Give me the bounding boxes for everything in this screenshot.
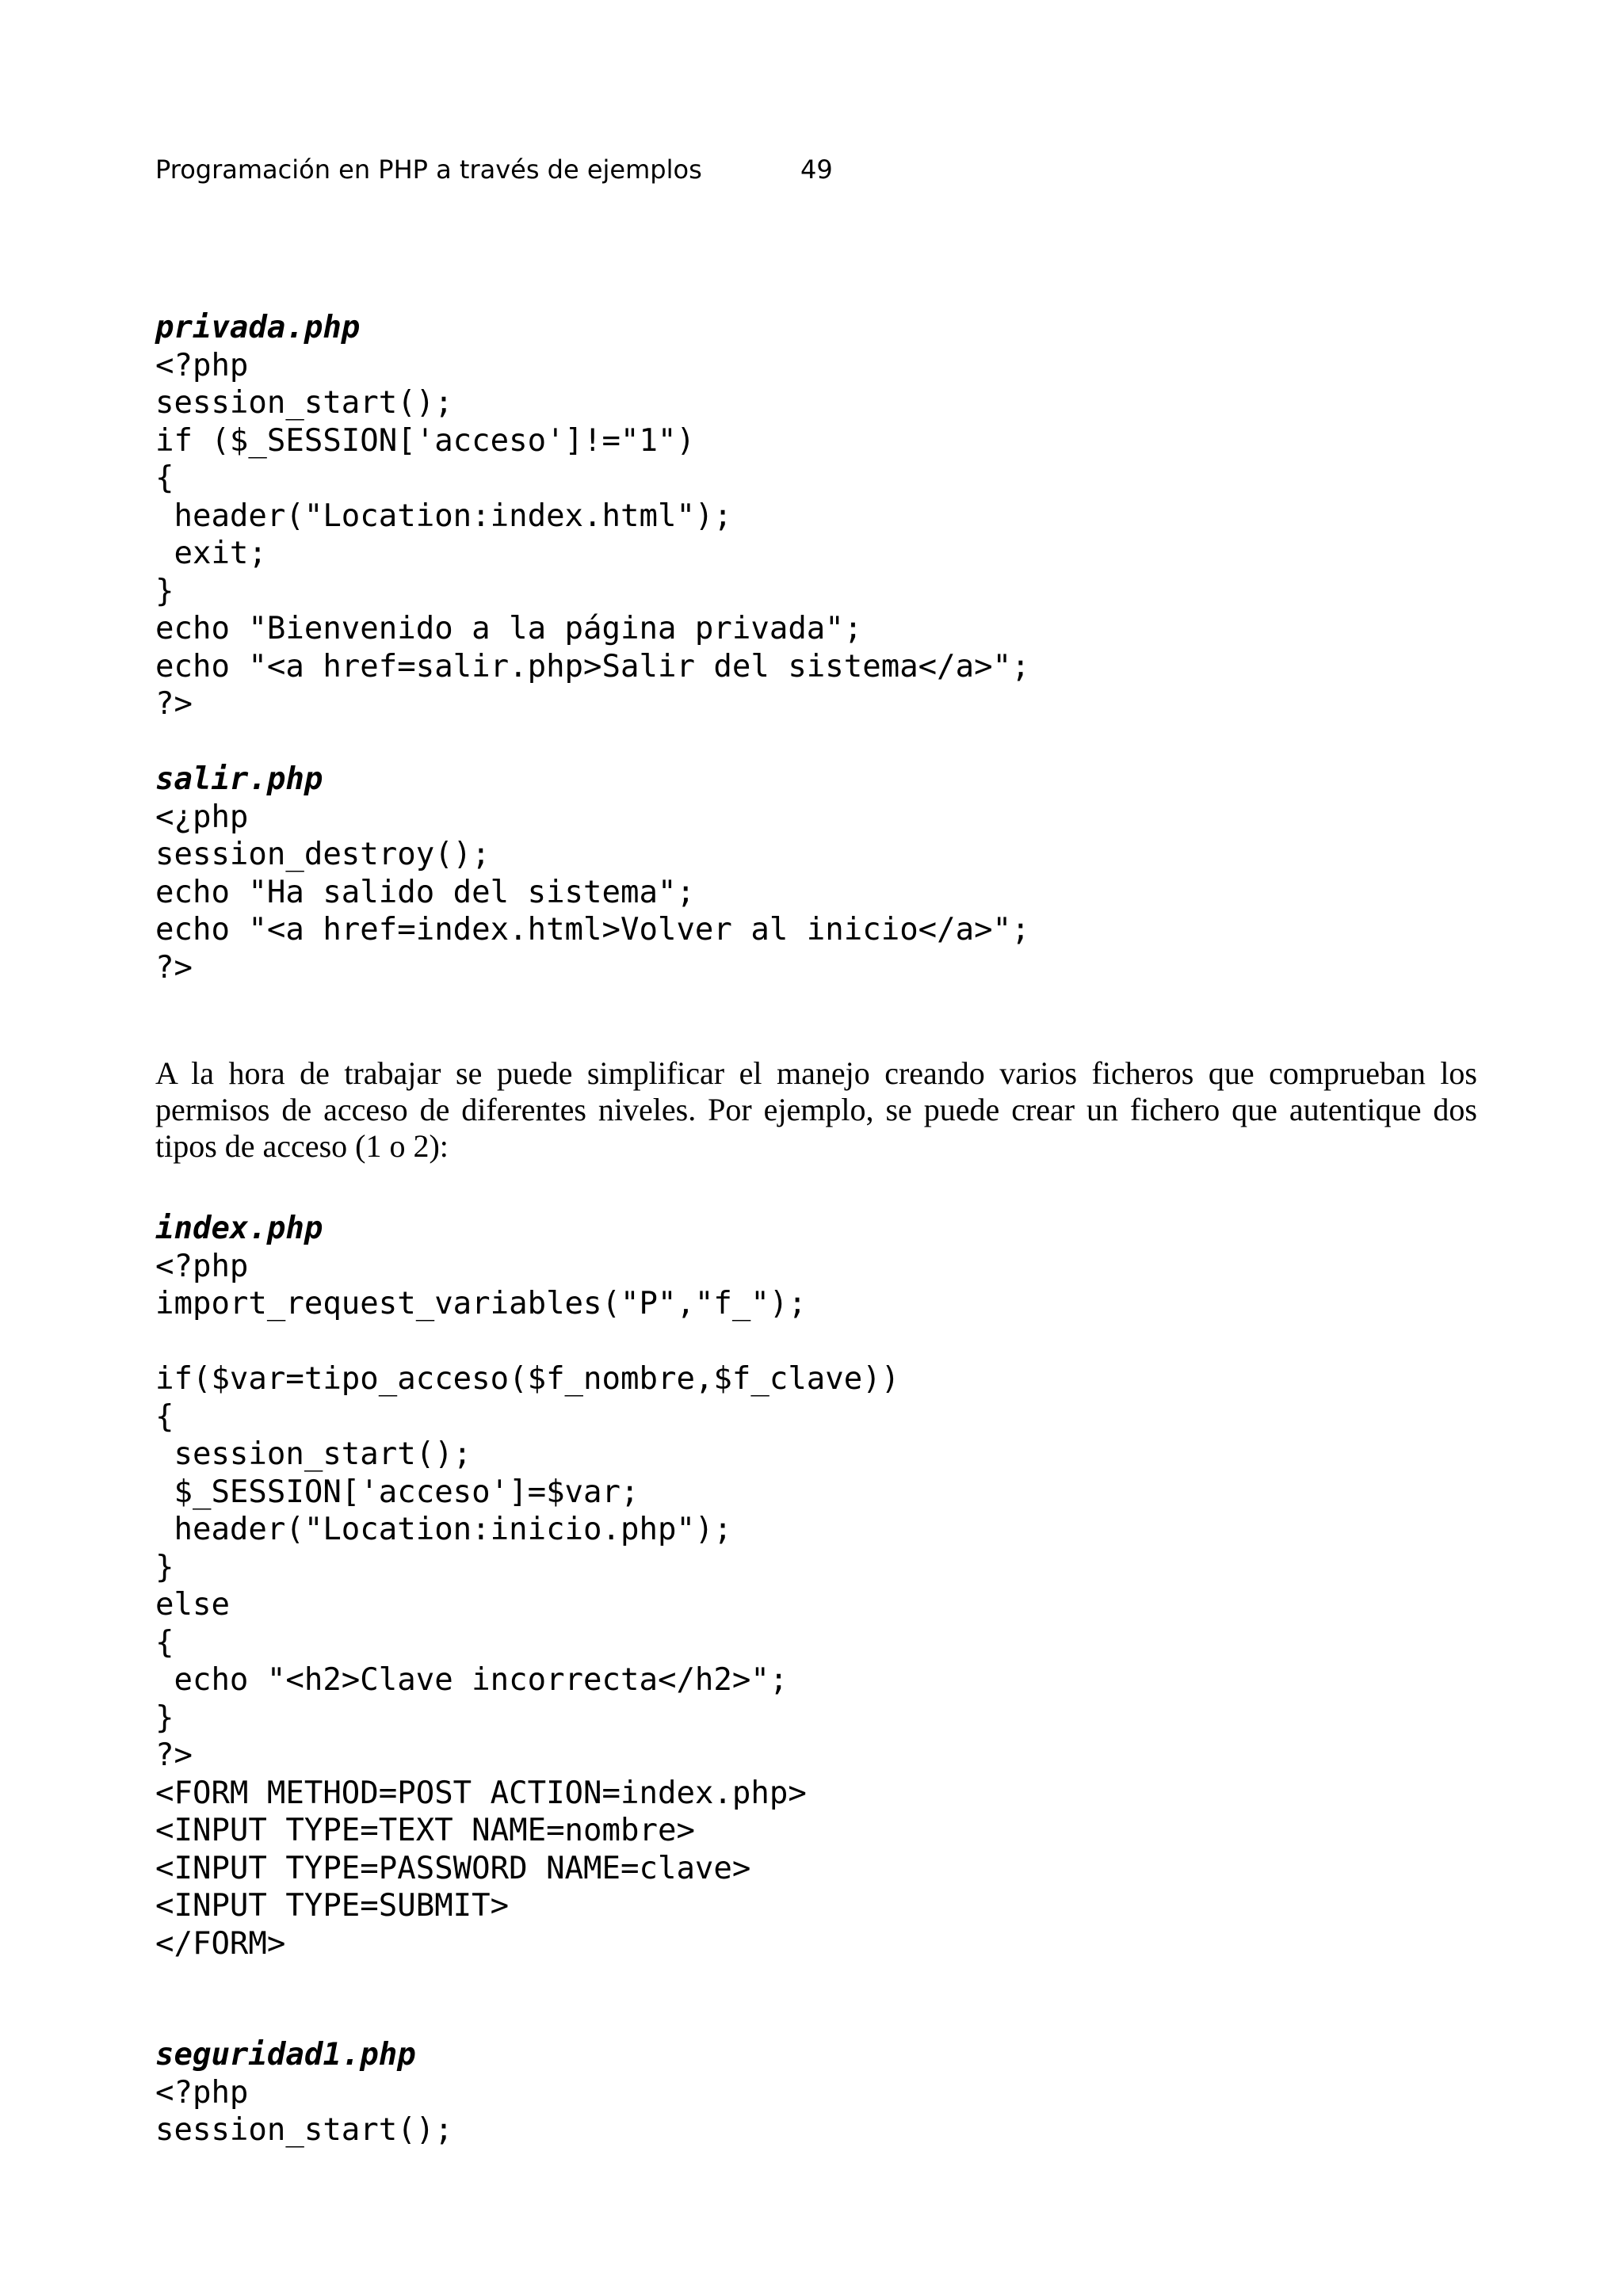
code-line: session_start();	[155, 385, 453, 421]
code-block	[155, 799, 1030, 987]
code-line: ?>	[155, 1737, 193, 1773]
code-block	[155, 347, 1030, 723]
filename-heading: salir.php	[155, 761, 323, 797]
code-line: echo "Bienvenido a la página privada";	[155, 611, 863, 646]
filename-heading: seguridad1.php	[155, 2037, 416, 2073]
code-section-seguridad1	[155, 2036, 453, 2149]
code-line: header("Location:inicio.php");	[155, 1512, 732, 1547]
code-line: if ($_SESSION['acceso']!="1")	[155, 422, 695, 459]
code-line: session_destroy();	[155, 837, 491, 872]
code-line: }	[155, 1699, 174, 1736]
code-line: ?>	[155, 949, 193, 986]
code-section-index	[155, 1210, 899, 1962]
code-line	[155, 1323, 899, 1361]
code-line: <?php	[155, 347, 249, 383]
code-line: {	[155, 1624, 174, 1661]
code-line: header("Location:index.html");	[155, 498, 732, 534]
code-line: }	[155, 1549, 174, 1585]
code-line: <INPUT TYPE=SUBMIT>	[155, 1888, 510, 1924]
code-line: ?>	[155, 686, 193, 722]
code-line: echo "<a href=salir.php>Salir del sistema</a>";	[155, 648, 1030, 685]
code-line: <?php	[155, 1248, 249, 1284]
code-line: {	[155, 460, 174, 496]
page-number: 49	[800, 154, 833, 185]
code-line: <INPUT TYPE=PASSWORD NAME=clave>	[155, 1850, 751, 1886]
code-line: $_SESSION['acceso']=$var;	[155, 1474, 640, 1510]
body-paragraph: A la hora de trabajar se puede simplificar el manejo creando varios ficheros que comprueban los permisos de acceso de diferentes niveles. Por ejemplo, se puede crear un fichero que autentique dos tipos de acceso (1 o 2):	[155, 1055, 1477, 1164]
code-section-salir	[155, 761, 1030, 986]
code-line: session_start();	[155, 1436, 472, 1472]
code-line: <¿php	[155, 799, 249, 835]
code-line: echo "<h2>Clave incorrecta</h2>";	[155, 1662, 789, 1698]
code-line: }	[155, 573, 174, 609]
code-line: {	[155, 1398, 174, 1435]
code-section-privada	[155, 309, 1030, 723]
code-line: </FORM>	[155, 1925, 286, 1962]
code-line: if($var=tipo_acceso($f_nombre,$f_clave))	[155, 1361, 900, 1397]
filename-heading: index.php	[155, 1211, 323, 1246]
running-title: Programación en PHP a través de ejemplos	[155, 154, 702, 185]
code-line: echo "Ha salido del sistema";	[155, 874, 695, 910]
code-line: <INPUT TYPE=TEXT NAME=nombre>	[155, 1813, 695, 1848]
code-line: <?php	[155, 2074, 249, 2111]
filename-heading: privada.php	[155, 310, 361, 345]
code-line: echo "<a href=index.html>Volver al inicio</a>";	[155, 912, 1030, 948]
code-line: session_start();	[155, 2112, 453, 2148]
code-line: <FORM METHOD=POST ACTION=index.php>	[155, 1775, 807, 1811]
code-block	[155, 2074, 453, 2149]
code-line: exit;	[155, 536, 267, 571]
code-block	[155, 1248, 899, 1963]
code-line: import_request_variables("P","f_");	[155, 1286, 807, 1322]
page-header	[155, 154, 833, 185]
code-line: else	[155, 1587, 230, 1623]
